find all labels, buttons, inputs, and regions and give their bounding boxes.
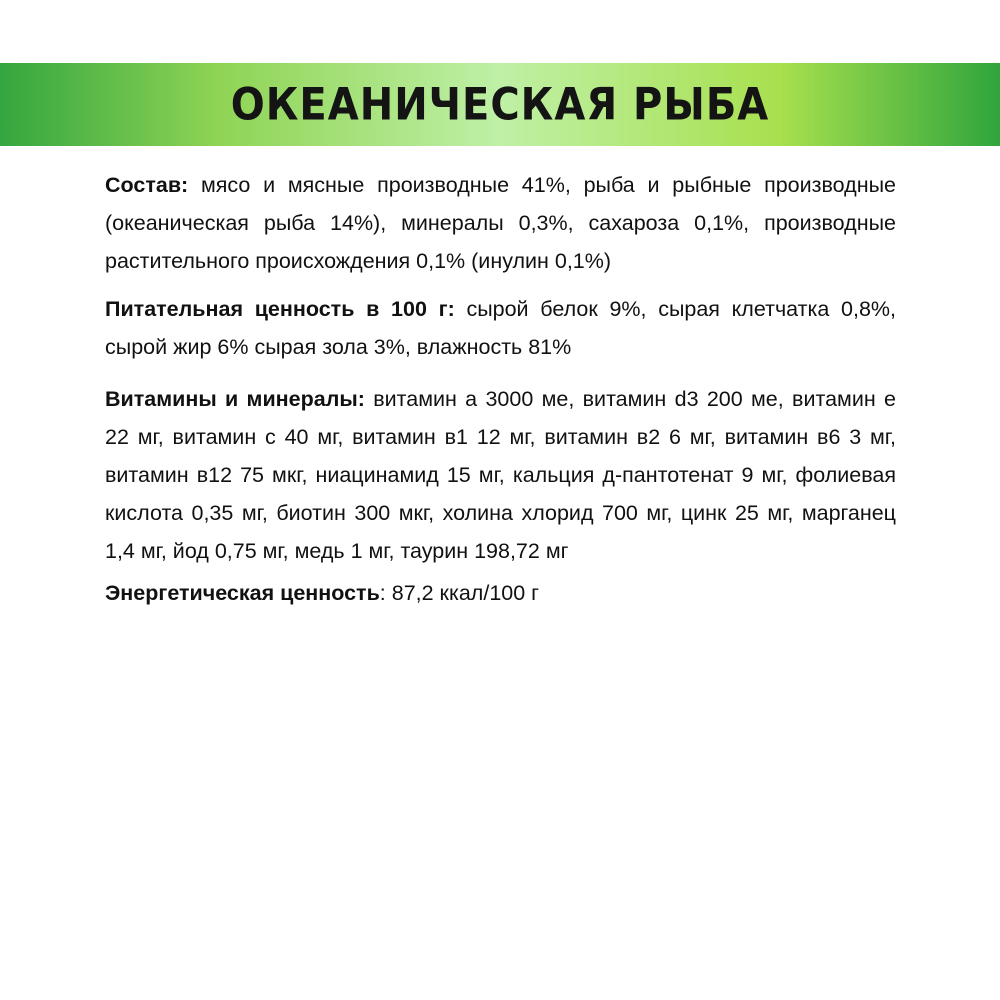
- nutrition-text: сырой белок 9%, сырая клетчатка 0,8%, сырой жир 6% сырая зола 3%, влажность 81%: [105, 297, 896, 359]
- title-banner: [0, 63, 1000, 146]
- vitamins-label: Витамины и минералы:: [105, 387, 365, 411]
- composition-text: мясо и мясные производные 41%, рыба и рыбные производные (океаническая рыба 14%), минералы 0,3%, сахароза 0,1%, производные растительного происхождения 0,1% (инулин 0,1%): [105, 173, 896, 273]
- energy-label: Энергетическая ценность: [105, 581, 380, 605]
- composition-paragraph: [105, 166, 896, 280]
- page-title: ОКЕАНИЧЕСКАЯ РЫБА: [230, 78, 770, 131]
- vitamins-paragraph: [105, 380, 896, 570]
- energy-paragraph: [105, 574, 896, 612]
- energy-text: : 87,2 ккал/100 г: [379, 581, 540, 605]
- nutrition-label: Питательная ценность в 100 г:: [105, 297, 455, 321]
- product-description: [105, 166, 896, 612]
- composition-label: Состав:: [105, 173, 189, 197]
- vitamins-text: витамин а 3000 ме, витамин d3 200 ме, витамин е 22 мг, витамин с 40 мг, витамин в1 12 мг, витамин в2 6 мг, витамин в6 3 мг, витамин в12 75 мкг, ниацинамид 15 мг, кальция д-пантотенат 9 мг, фолиевая кислота 0,35 мг, биотин 300 мкг, холина хлорид 700 мг, цинк 25 мг, марганец 1,4 мг, йод 0,75 мг, медь 1 мг, таурин 198,72 мг: [105, 387, 896, 563]
- nutrition-paragraph: [105, 290, 896, 366]
